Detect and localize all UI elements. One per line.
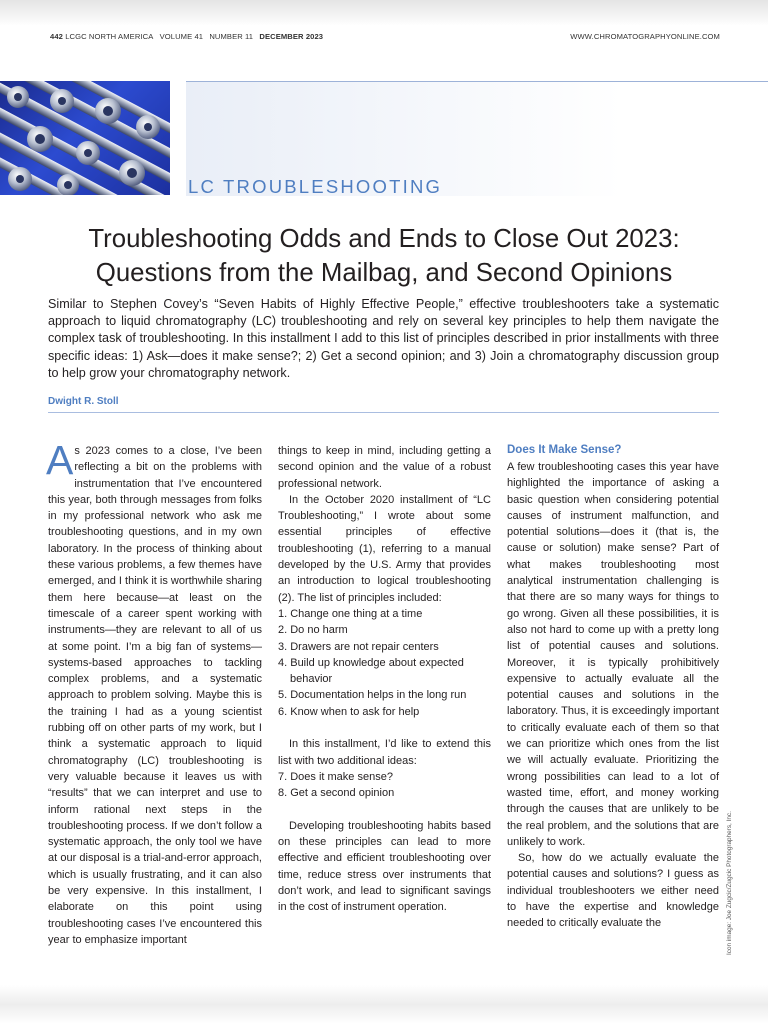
list-item: 2. Do no harm [278, 624, 348, 637]
bottom-shade [0, 985, 768, 1024]
additional-principles-list [278, 769, 491, 802]
body-text: s 2023 comes to a close, I’ve been reflecting a bit on the problems with instrumentation that I’ve encountered this year, both through messages from folks in my professional network who ask me troubleshooting questions, and in my own laboratory. In the process of thinking about these various problems, a few themes have emerged, and I think it is worthwhile sharing them here because—at least on the timescale of a career spent working with instruments—they are relevant to all of us at some point. I’m a big fan of systems—systems-based approaches to tackling complex problems, and a systematic approach to problem solving. Maybe this is the training I had as a young scientist rubbing off on other parts of my work, but I think a systematic approach to liquid chromatography (LC) troubleshooting is very valuable because it leaves us with “results” that we can interpret and use to inform rational next steps in the troubleshooting process. If we don’t follow a systematic approach, the only tool we have at our disposal is a trial-and-error approach, which is usually frustrating, and it can also be very expensive. In this installment, I elaborate on this point using troubleshooting cases I’ve encountered this year to emphasize important [48, 445, 262, 946]
body-paragraph [46, 437, 262, 948]
body-paragraph: Developing troubleshooting habits based on these principles can lead to more effective and efficient troubleshooting over time, reduce stress over instruments that don’t work, and lead to significant savings in the cost of instrument operation. [278, 819, 491, 914]
body-paragraph: things to keep in mind, including getting a second opinion and the value of a robust professional network. [278, 445, 491, 490]
body-column-2 [278, 443, 491, 916]
article-deck: Similar to Stephen Covey’s “Seven Habits of Highly Effective People,” effective troubleshooters take a systematic approach to liquid chromatography (LC) troubleshooting and rely on several key principles to help them navigate the complex task of troubleshooting. In this installment I add to this list of principles described in prior installments with three specific ideas: 1) Ask—does it make sense?; 2) Get a second opinion; and 3) Join a chromatography discussion group to help grow your chromatography network. [48, 297, 719, 380]
column-fittings-illustration [0, 81, 170, 195]
principles-list [278, 606, 491, 720]
publication-name: LCGC NORTH AMERICA [65, 31, 154, 41]
body-paragraph: In the October 2020 installment of “LC Troubleshooting,” I wrote about some essential principles of effective troubleshooting (1), referring to a manual developed by the U.S. Army that provides an introduction to logical troubleshooting (2). The list of principles included: [278, 493, 491, 604]
website: WWW.CHROMATOGRAPHYONLINE.COM [570, 31, 720, 41]
running-head-left [50, 32, 323, 41]
section-tag: LC TROUBLESHOOTING [188, 176, 443, 197]
top-shade [0, 0, 768, 26]
body-column-3 [507, 443, 719, 932]
article-title-line-2: Questions from the Mailbag, and Second Opinions [95, 259, 673, 287]
list-item: 6. Know when to ask for help [278, 705, 420, 718]
drop-cap: A [46, 437, 74, 483]
list-item: 4. Build up knowledge about expected behavior [278, 656, 464, 686]
article-title-line-1: Troubleshooting Odds and Ends to Close Out 2023: [88, 225, 680, 253]
list-item: 5. Documentation helps in the long run [278, 689, 467, 702]
list-item: 3. Drawers are not repair centers [278, 640, 439, 653]
image-credit: Icon image: Joe Zugcic/Zugcic Photographers, Inc. [726, 811, 733, 955]
list-item: 8. Get a second opinion [278, 787, 395, 800]
issue-date: DECEMBER 2023 [259, 31, 324, 41]
list-item: 7. Does it make sense? [278, 770, 393, 783]
page-number: 442 [50, 31, 63, 41]
body-paragraph: In this installment, I’d like to extend this list with two additional ideas: [278, 738, 491, 767]
list-item: 1. Change one thing at a time [278, 607, 423, 620]
spacer [278, 802, 491, 818]
column-fittings-image [0, 81, 170, 195]
author-byline: Dwight R. Stoll [48, 396, 119, 407]
volume: VOLUME 41 [159, 31, 204, 41]
article-title [36, 222, 732, 290]
body-column-1 [46, 437, 262, 948]
body-paragraph: So, how do we actually evaluate the potential causes and solutions? I guess as individual troubleshooters we either need to have the expertise and knowledge needed to critically evaluate the [507, 852, 719, 930]
byline-rule [48, 412, 719, 413]
running-head [50, 30, 720, 42]
section-subheading: Does It Make Sense? [507, 444, 622, 456]
spacer [278, 720, 491, 736]
body-paragraph: A few troubleshooting cases this year have highlighted the importance of asking a basic question when considering potential causes of instrument malfunction, and potential solutions—does it (that is, the cause or solution) make sense? Part of what makes troubleshooting most analytical instrumentation challenging is that there are so many ways for things to go wrong. Given all these possibilities, it is also not hard to come up with a pretty long list of potential causes and solutions. Moreover, it is typically prohibitively expensive to actually evaluate all the potential causes and solutions in the laboratory. Thus, it is exceedingly important to critically evaluate each of them so that we can prioritize which ones from the list we will actually evaluate. Prioritizing the wrong possibilities can lead to a lot of wasted time, effort, and money working through the causes that are unlikely to be the real problem, and the solutions that are unlikely to work. [507, 461, 719, 848]
issue-number: NUMBER 11 [209, 31, 254, 41]
